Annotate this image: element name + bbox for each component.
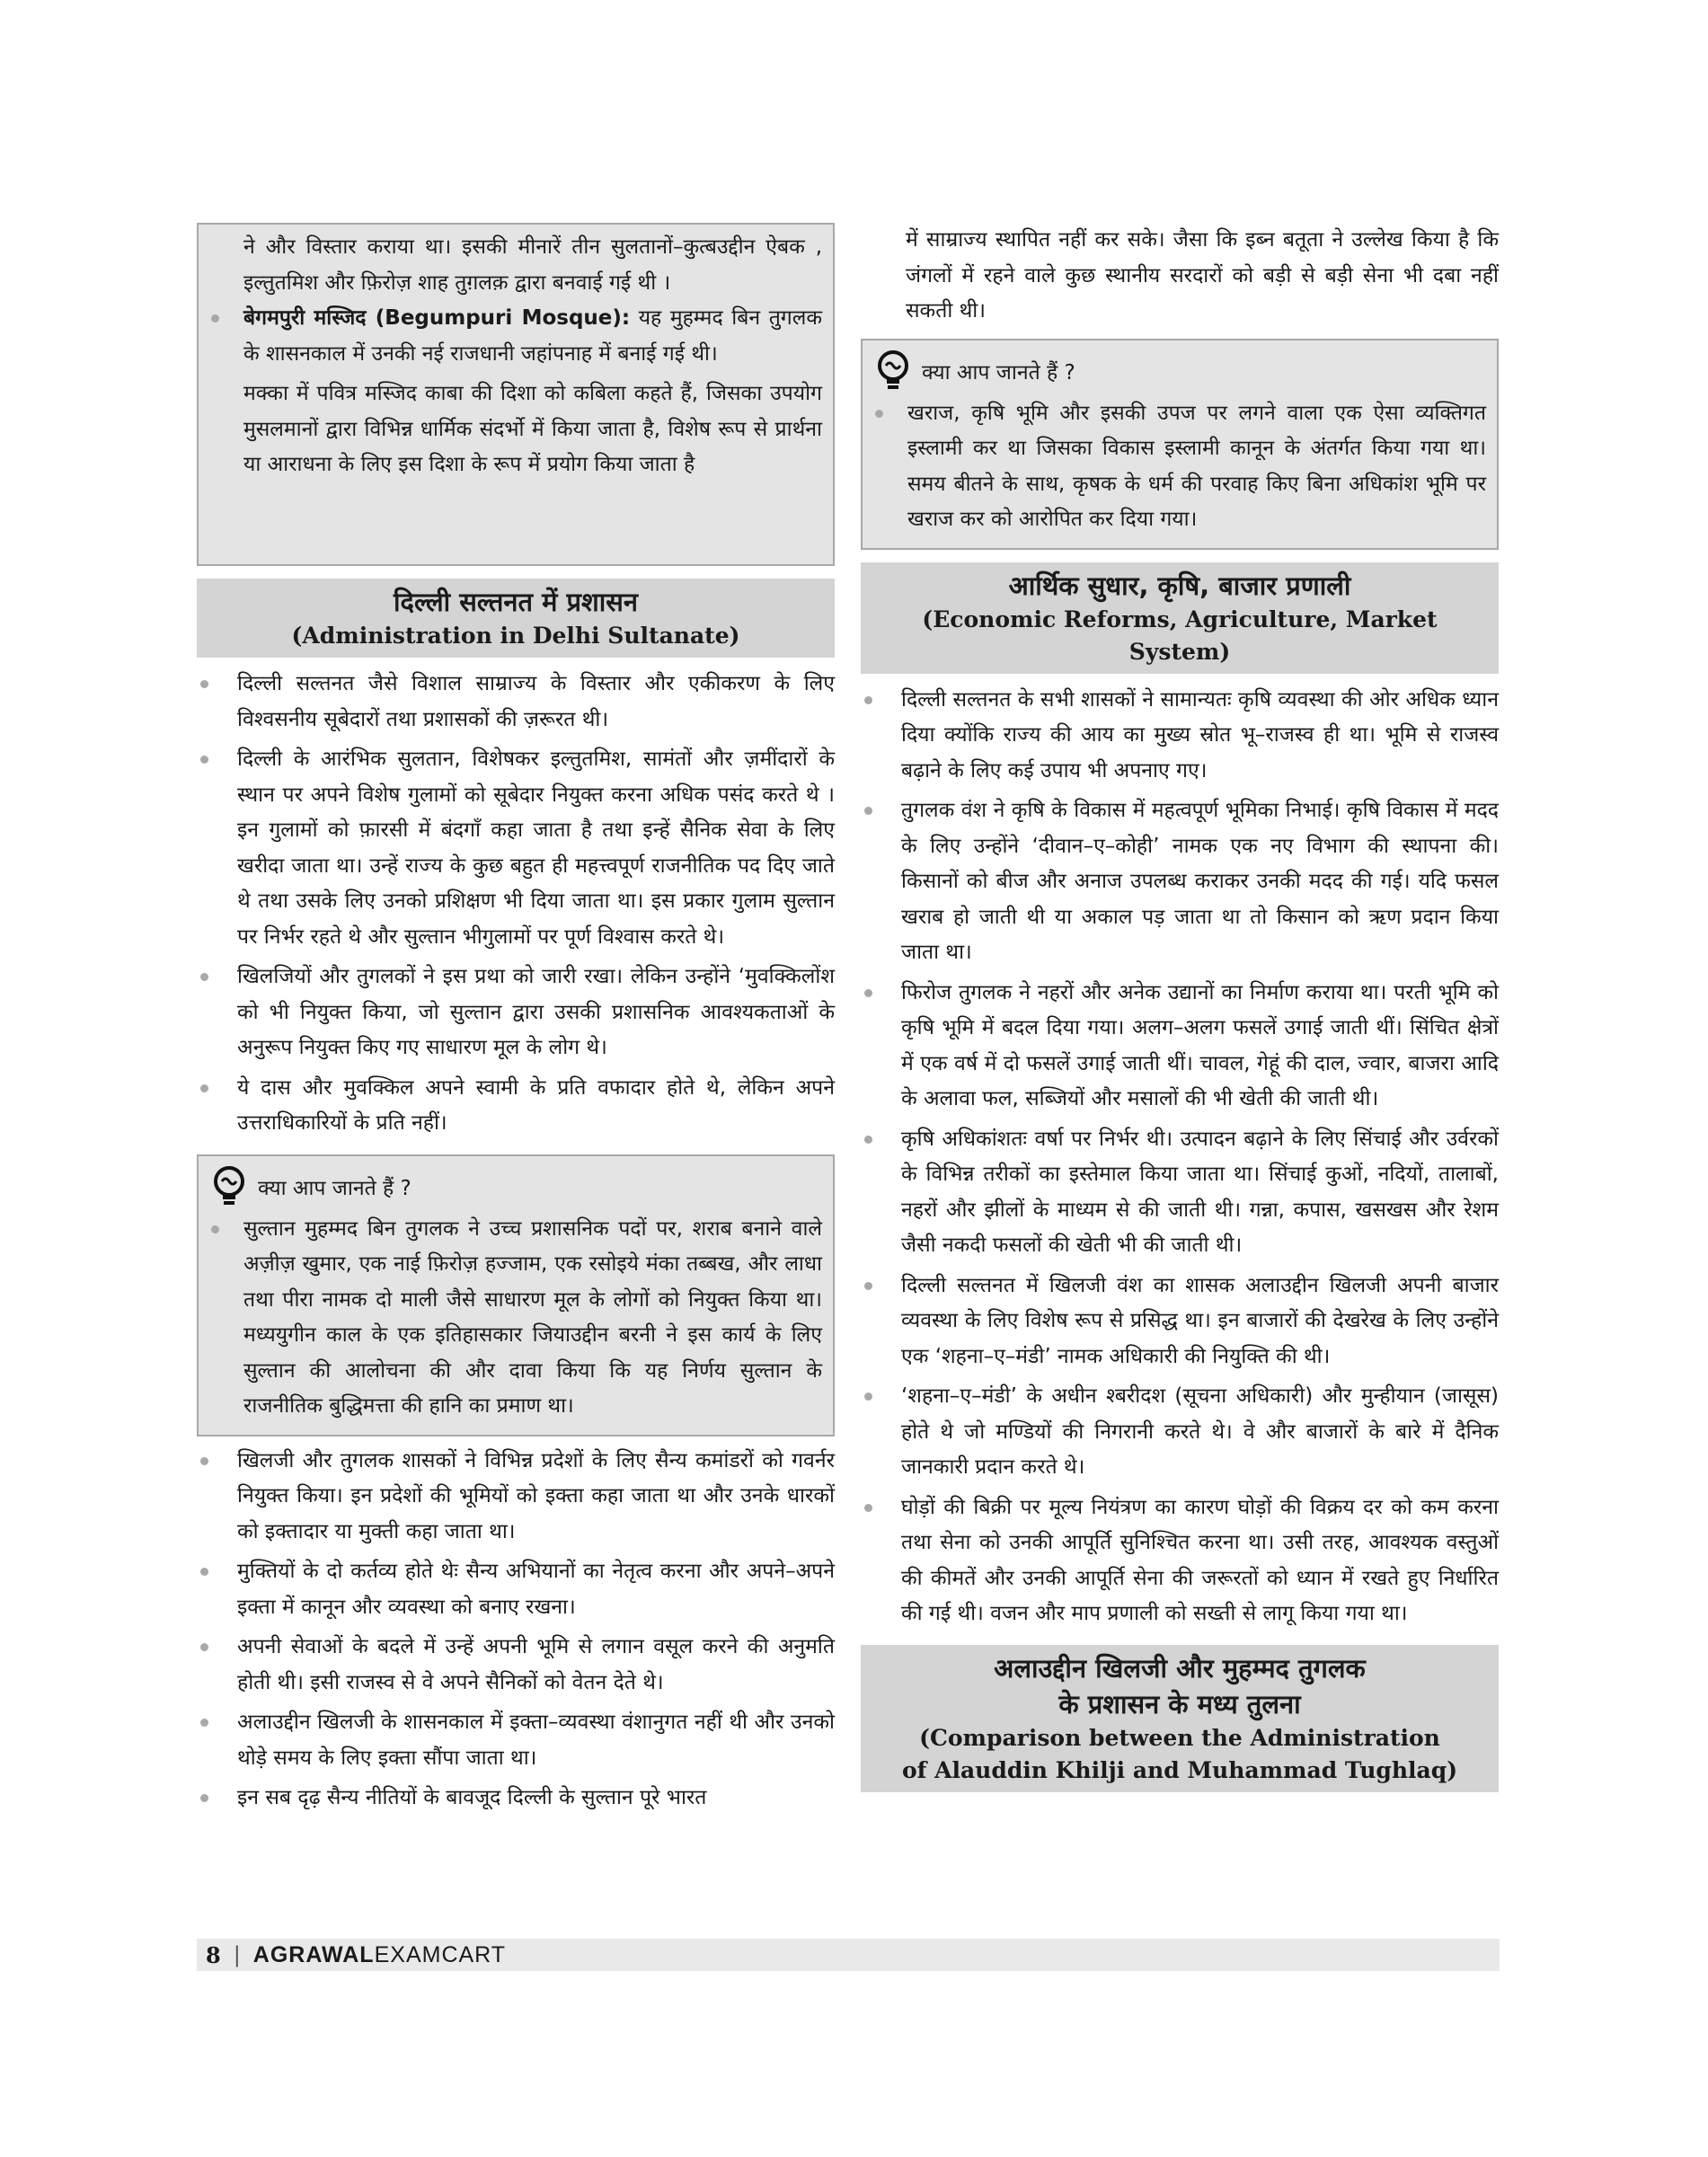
continued-text: ने और विस्तार कराया था। इसकी मीनारें तीन सुलतानों–कुत्बउद्दीन ऐबक , इल्तुतमिश और फ़िरोज़ शाह तुग़लक़ द्वारा बनवाई गई थी । (243, 235, 822, 295)
brand-rest: XAMCART (390, 1941, 507, 1967)
brand-e: E (374, 1941, 391, 1967)
list-item: खिलजियों और तुगलकों ने इस प्रथा को जारी रखा। लेकिन उन्होंने ‘मुवक्किलोंश को भी नियुक्त किया, जो सुल्तान द्वारा उसकी प्रशासनिक आवश्यकताओं के अनुरूप नियुक्त किए गए साधारण मूल के लोग थे। (197, 959, 835, 1066)
did-you-know-list (873, 396, 1486, 538)
list-item: दिल्ली सल्तनत जैसे विशाल साम्राज्य के विस्तार और एकीकरण के लिए विश्वसनीय सूबेदारों तथा प्रशासकों की ज़रूरत थी। (197, 667, 835, 738)
lightbulb-icon (209, 1165, 249, 1208)
list-item: ‘शहना–ए–मंडी’ के अधीन श्बरीदश (सूचना अधिकारी) और मुन्हीयान (जासूस) होते थे जो मण्डियों की निगरानी करते थे। वे और बाजारों के बारे में दैनिक जानकारी प्रदान करते थे। (861, 1379, 1499, 1486)
list-item: इन सब दृढ़ सैन्य नीतियों के बावजूद दिल्ली के सुल्तान पूरे भारत (197, 1781, 835, 1817)
section-heading-comparison (861, 1645, 1499, 1792)
list-item: फिरोज तुगलक ने नहरों और अनेक उद्यानों का निर्माण कराया था। परती भूमि को कृषि भूमि में बदल दिया गया। अलग–अलग फसलें उगाई जाती थीं। सिंचित क्षेत्रों में एक वर्ष में दो फसलें उगाई जाती थीं। चावल, गेहूं की दाल, ज्वार, बाजरा आदि के अलावा फल, सब्जियों और मसालों की भी खेती की जाती थी। (861, 976, 1499, 1118)
heading-english: (Administration in Delhi Sultanate) (291, 623, 740, 649)
did-you-know-list (209, 1212, 822, 1425)
list-item (209, 301, 822, 372)
bullet-text: यह मुहम्मद बिन तुगलक के शासनकाल में उनकी नई राजधानी जहांपनाह में बनाई गई थी। (243, 306, 823, 366)
did-you-know-title: क्या आप जानते हैं ? (922, 360, 1075, 385)
did-you-know-box (861, 339, 1499, 550)
section-heading-administration (197, 579, 835, 658)
list-item: घोड़ों की बिक्री पर मूल्य नियंत्रण का कारण घोड़ों की विक्रय दर को कम करना तथा सेना को उनकी आपूर्ति सुनिश्चित करना था। उसी तरह, आवश्यक वस्तुओं की कीमतें और उनकी आपूर्ति सेना की जरूरतों को ध्यान में रखते हुए निर्धारित की गई थी। वजन और माप प्रणाली को सख्ती से लागू किया गया था। (861, 1490, 1499, 1632)
did-you-know-header (873, 346, 1486, 396)
continued-text: में साम्राज्य स्थापित नहीं कर सके। जैसा कि इब्न बतूता ने उल्लेख किया है कि जंगलों में रहने वाले कुछ स्थानीय सरदारों को बड़ी से बड़ी सेना भी दबा नहीं सकती थी। (906, 228, 1499, 323)
footer-separator: | (233, 1942, 241, 1967)
economic-bullets (861, 683, 1499, 1632)
heading-english: (Economic Reforms, Agriculture, Market System) (922, 606, 1438, 665)
list-item: कृषि अधिकांशतः वर्षा पर निर्भर थी। उत्पादन बढ़ाने के लिए सिंचाई और उर्वरकों के विभिन्न तरीकों का इस्तेमाल किया जाता था। सिंचाई कुओं, नदियों, तालाबों, नहरों और झीलों के माध्यम से की जाती थी। गन्ना, कपास, खसखस और रेशम जैसी नकदी फसलों की खेती भी की जाती थी। (861, 1122, 1499, 1264)
heading-hindi: आर्थिक सुधार, कृषि, बाजार प्रणाली (1008, 570, 1351, 601)
mosque-bullets (209, 301, 822, 372)
did-you-know-box (197, 1154, 835, 1437)
bullet-title: बेगमपुरी मस्जिद (Begumpuri Mosque): (243, 306, 631, 330)
mosque-info-box (197, 223, 835, 566)
heading-hindi-line1: अलाउद्दीन खिलजी और मुहम्मद तुगलक (994, 1652, 1366, 1684)
heading-hindi-line2: के प्रशासन के मध्य तुलना (1058, 1688, 1301, 1719)
page-number: 8 (206, 1941, 221, 1968)
list-item: ये दास और मुवक्किल अपने स्वामी के प्रति वफादार होते थे, लेकिन अपने उत्तराधिकारियों के प्रति नहीं। (197, 1071, 835, 1142)
brand-bold: AGRAWAL (252, 1941, 375, 1967)
list-item: खिलजी और तुगलक शासकों ने विभिन्न प्रदेशों के लिए सैन्य कमांडरों को गवर्नर नियुक्त किया। इन प्रदेशों की भूमियों को इक्ता कहा जाता था और उनके धारकों को इक्तादार या मुक्ती कहा जाता था। (197, 1444, 835, 1551)
page-footer (197, 1939, 1500, 1971)
list-item: दिल्ली सल्तनत के सभी शासकों ने सामान्यतः कृषि व्यवस्था की ओर अधिक ध्यान दिया क्योंकि राज्य की आय का मुख्य स्रोत भू–राजस्व ही था। भूमि से राजस्व बढ़ाने के लिए कई उपाय भी अपनाए गए। (861, 683, 1499, 790)
left-column (197, 223, 835, 1821)
did-you-know-title: क्या आप जानते हैं ? (258, 1176, 412, 1200)
list-item: अलाउद्दीन खिलजी के शासनकाल में इक्ता–व्यवस्था वंशानुगत नहीं थी और उनको थोड़े समय के लिए इक्ता सौंपा जाता था। (197, 1705, 835, 1776)
section-heading-economic-reforms (861, 562, 1499, 674)
brand-logo (253, 1942, 506, 1968)
lightbulb-icon (873, 349, 913, 393)
list-item: सुल्तान मुहम्मद बिन तुगलक ने उच्च प्रशासनिक पदों पर, शराब बनाने वाले अज़ीज़ खुमार, एक नाई फ़िरोज़ हज्जाम, एक रसोइये मंका तब्बख, और लाधा तथा पीरा नामक दो माली जैसे साधारण मूल के लोगों को नियुक्त किया था। मध्ययुगीन काल के एक इतिहासकार जियाउद्दीन बरनी ने इस कार्य के लिए सुल्तान की आलोचना की और दावा किया कि यह निर्णय सुल्तान के राजनीतिक बुद्धिमत्ता की हानि का प्रमाण था। (209, 1212, 822, 1425)
list-item: तुगलक वंश ने कृषि के विकास में महत्वपूर्ण भूमिका निभाई। कृषि विकास में मदद के लिए उन्होंने ‘दीवान–ए–कोही’ नामक एक नए विभाग की स्थापना की। किसानों को बीज और अनाज उपलब्ध कराकर उनकी मदद की गई। यदि फसल खराब हो जाती थी या अकाल पड़ जाता था तो किसान को ऋण प्रदान किया जाता था। (861, 793, 1499, 971)
heading-hindi: दिल्ली सल्तनत में प्रशासन (394, 587, 638, 617)
list-item: मुक्तियों के दो कर्तव्य होते थेः सैन्य अभियानों का नेतृत्व करना और अपने–अपने इक्ता में कानून और व्यवस्था को बनाए रखना। (197, 1554, 835, 1625)
right-column (861, 223, 1499, 1801)
list-item: अपनी सेवाओं के बदले में उन्हें अपनी भूमि से लगान वसूल करने की अनुमति होती थी। इसी राजस्व से वे अपने सैनिकों को वेतन देते थे। (197, 1630, 835, 1701)
list-item: खराज, कृषि भूमि और इसकी उपज पर लगने वाला एक ऐसा व्यक्तिगत इस्लामी कर था जिसका विकास इस्लामी कानून के अंतर्गत किया गया था। समय बीतने के साथ, कृषक के धर्म की परवाह किए बिना अधिकांश भूमि पर खराज कर को आरोपित कर दिया गया। (873, 396, 1486, 538)
iqta-bullets (197, 1444, 835, 1817)
list-item: दिल्ली के आरंभिक सुलतान, विशेषकर इल्तुतमिश, सामंतों और ज़मींदारों के स्थान पर अपने विशेष गुलामों को सूबेदार नियुक्त करना अधिक पसंद करते थे । इन गुलामों को फ़ारसी में बंदगाँ कहा जाता है तथा इन्हें सैनिक सेवा के लिए खरीदा जाता था। उन्हें राज्य के कुछ बहुत ही महत्त्वपूर्ण राजनीतिक पद दिए जाते थे तथा उसके लिए उनको प्रशिक्षण भी दिया जाता था। इस प्रकार गुलाम सुल्तान पर निर्भर रहते थे और सुल्तान भीगुलामों पर पूर्ण विश्वास करते थे। (197, 742, 835, 955)
did-you-know-header (209, 1162, 822, 1212)
heading-english-line1: (Comparison between the Administration (919, 1724, 1440, 1751)
administration-bullets (197, 667, 835, 1142)
list-item: दिल्ली सल्तनत में खिलजी वंश का शासक अलाउद्दीन खिलजी अपनी बाजार व्यवस्था के लिए विशेष रूप से प्रसिद्ध था। इन बाजारों की देखरेख के लिए उन्होंने एक ‘शहना–ए–मंडी’ नामक अधिकारी की नियुक्ति की थी। (861, 1269, 1499, 1375)
qibla-note: मक्का में पवित्र मस्जिद काबा की दिशा को कबिला कहते हैं, जिसका उपयोग मुसलमानों द्वारा विभिन्न धार्मिक संदर्भो में किया जाता है, विशेष रूप से प्रार्थना या आराधना के लिए इस दिशा के रूप में प्रयोग किया जाता है (243, 382, 822, 476)
heading-english-line2: of Alauddin Khilji and Muhammad Tughlaq) (901, 1756, 1458, 1783)
